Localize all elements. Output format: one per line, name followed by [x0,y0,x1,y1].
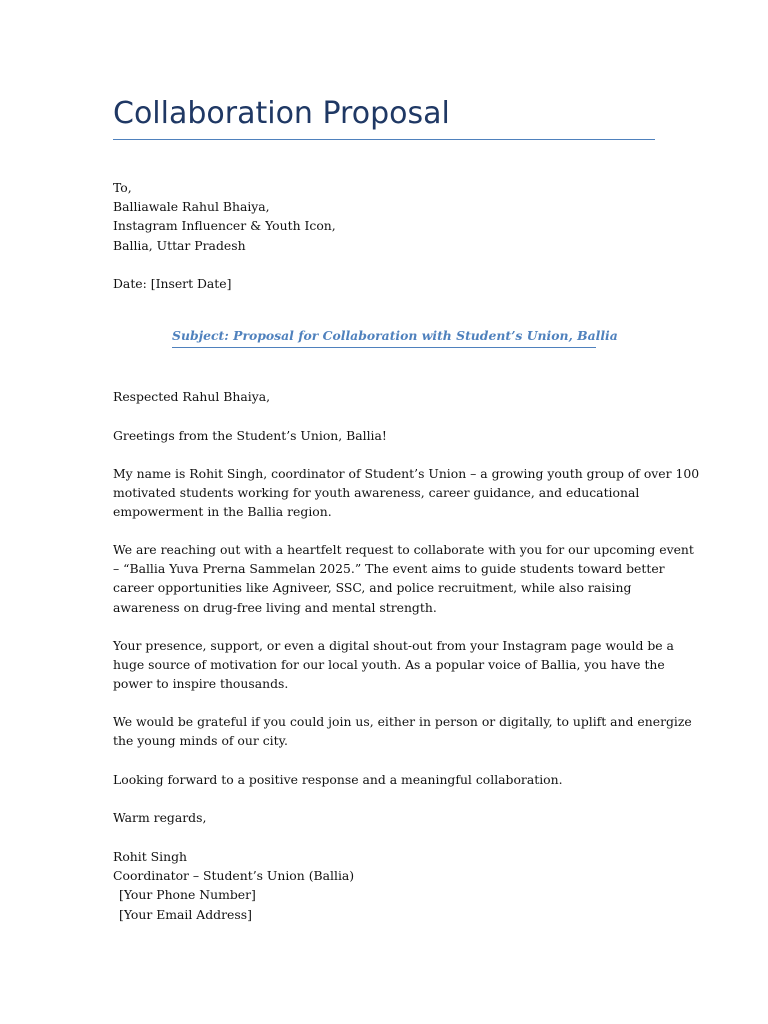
paragraph-line: motivated students working for youth awareness, career guidance, and educational [113,485,640,501]
subject-underline [172,347,596,348]
closing-block [113,770,673,789]
paragraph-line: We would be grateful if you could join us, either in person or digitally, to uplift and energize [113,714,692,729]
paragraph-line: We are reaching out with a heartfelt request to collaborate with you for our upcoming event [113,542,694,557]
recipient-name: Balliawale Rahul Bhaiya, [113,199,270,215]
closing-line: Looking forward to a positive response and a meaningful collaboration. [113,772,563,787]
paragraph-line: awareness on drug-free living and mental strength. [113,599,437,615]
signature-phone: [Your Phone Number] [119,887,256,903]
paragraph-line: – “Ballia Yuva Prerna Sammelan 2025.” The event aims to guide students toward better [113,561,665,577]
paragraph-line: Your presence, support, or even a digital shout-out from your Instagram page would be a [113,638,674,653]
paragraph-line: My name is Rohit Singh, coordinator of Student’s Union – a growing youth group of over 100 [113,466,700,481]
paragraph-support [113,636,673,694]
subject-line: Subject: Proposal for Collaboration with Student’s Union, Ballia [172,328,618,343]
salutation: Respected Rahul Bhaiya, [113,389,271,404]
paragraph-request [113,540,694,617]
salutation-block [113,387,673,406]
paragraph-line: huge source of motivation for our local youth. As a popular voice of Ballia, you have the [113,657,665,673]
paragraph-line: power to inspire thousands. [113,676,289,692]
paragraph-line: empowerment in the Ballia region. [113,504,332,520]
paragraph-gratitude [113,712,692,750]
recipient-to: To, [113,180,132,195]
signature-title: Coordinator – Student’s Union (Ballia) [113,868,355,884]
paragraph-intro [113,464,700,522]
sign-off: Warm regards, [113,810,207,825]
title-underline [113,139,655,140]
recipient-role: Instagram Influencer & Youth Icon, [113,218,336,234]
document-title: Collaboration Proposal [113,96,450,131]
signature-email: [Your Email Address] [119,906,252,922]
paragraph-line: career opportunities like Agniveer, SSC, and police recruitment, while also raising [113,580,632,596]
signature-name: Rohit Singh [113,849,187,864]
greeting: Greetings from the Student’s Union, Ballia! [113,428,387,443]
recipient-place: Ballia, Uttar Pradesh [113,237,246,253]
sign-off-block [113,808,673,827]
paragraph-line: the young minds of our city. [113,733,288,749]
date-line: Date: [Insert Date] [113,276,232,291]
date-block [113,274,673,293]
signature-block [113,847,673,924]
recipient-block [113,178,673,255]
greeting-block [113,426,673,445]
